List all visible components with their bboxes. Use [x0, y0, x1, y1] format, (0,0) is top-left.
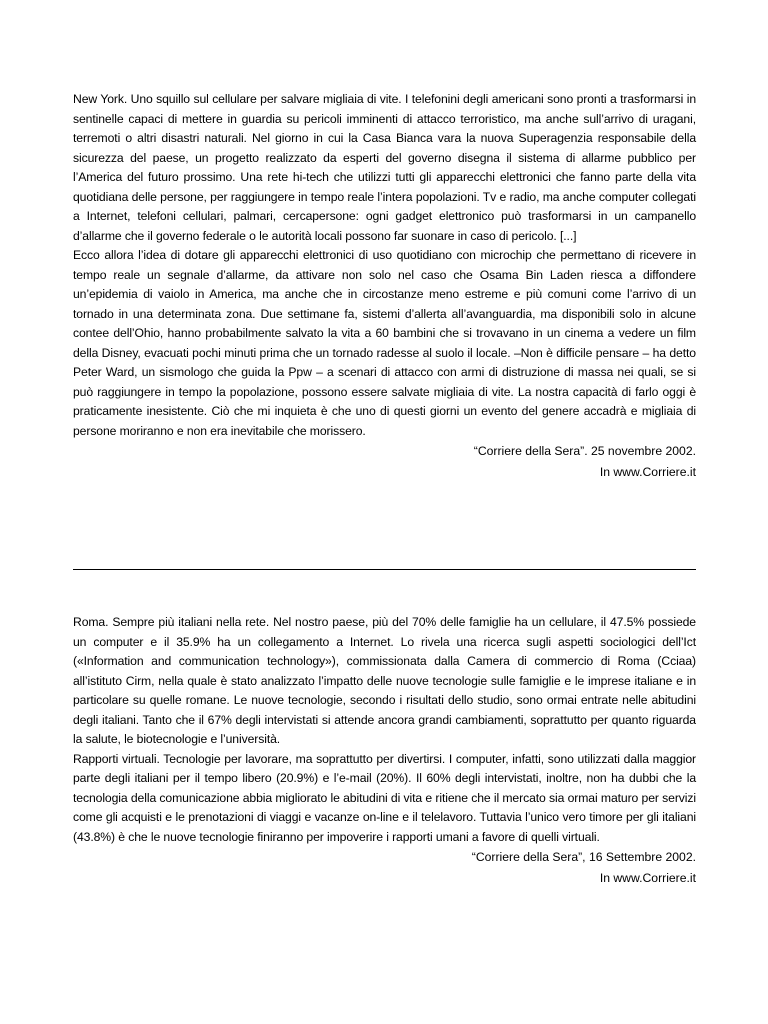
article-paragraph: New York. Uno squillo sul cellulare per salvare migliaia di vite. I telefonini degli americani sono pronti a trasformarsi in sentinelle capaci di mettere in guardia su pericoli imminenti di attacco terroristico, ma anche sull’arrivo di uragani, terremoti o altri disastri naturali. Nel giorno in cui la Casa Bianca vara la nuova Superagenzia responsabile della sicurezza del paese, un progetto realizzato da esperti del governo disegna il sistema di allarme pubblico per l’America del futuro prossimo. Una rete hi-tech che utilizzi tutti gli apparecchi elettronici che fanno parte della vita quotidiana delle persone, per raggiungere in tempo reale l’intera popolazioni. Tv e radio, ma anche computer collegati a Internet, telefoni cellulari, palmari, cercapersone: ogni gadget elettronico può trasformarsi in un campanello d’allarme che il governo federale o le autorità locali possono far suonare in caso di pericolo. [...]: [73, 92, 696, 243]
section-divider: [73, 569, 696, 570]
citation-source: “Corriere della Sera”, 16 Settembre 2002.: [471, 850, 696, 864]
citation-source: “Corriere della Sera”. 25 novembre 2002.: [473, 444, 696, 458]
article-new-york: [73, 90, 696, 483]
citation-web: In www.Corriere.it: [599, 871, 696, 885]
article-roma: [73, 613, 696, 889]
article-paragraph: Rapporti virtuali. Tecnologie per lavorare, ma soprattutto per divertirsi. I computer, infatti, sono utilizzati dalla maggior parte degli italiani per il tempo libero (20.9%) e l’e-mail (20%). Il 60% degli intervistati, inoltre, non ha dubbi che la tecnologia della comunicazione abbia migliorato le abitudini di vita e ritiene che il mercato sia ormai maturo per servizi come gli acquisti e le prenotazioni di viaggi e vacanze on-line e il telelavoro. Tuttavia l’unico vero timore per gli italiani (43.8%) è che le nuove tecnologie finiranno per impoverire i rapporti umani a favore di quelli virtuali.: [73, 751, 696, 844]
article-paragraph: Roma. Sempre più italiani nella rete. Nel nostro paese, più del 70% delle famiglie ha un cellulare, il 47.5% possiede un computer e il 35.9% ha un collegamento a Internet. Lo rivela una ricerca sugli aspetti sociologici dell’Ict («Information and communication technology»), commissionata dalla Camera di commercio di Roma (Cciaa) all’istituto Cirm, nella quale è stato analizzato l’impatto delle nuove tecnologie sulle famiglie e le imprese italiane e in particolare su quelle romane. Le nuove tecnologie, secondo i risultati dello studio, sono ormai entrate nelle abitudini degli italiani. Tanto che il 67% degli intervistati si attende ancora grandi cambiamenti, soprattutto per quanto riguarda la salute, le biotecnologie e l’università.: [73, 615, 696, 746]
article-paragraph: Ecco allora l’idea di dotare gli apparecchi elettronici di uso quotidiano con microchip che permettano di ricevere in tempo reale un segnale d’allarme, da attivare non solo nel caso che Osama Bin Laden riesca a diffondere un’epidemia di vaiolo in America, ma anche che in circostanze meno estreme e più comuni come l’arrivo di un tornado in una determinata zona. Due settimane fa, sistemi d’allerta all’avanguardia, ma disponibili solo in alcune contee dell’Ohio, hanno probabilmente salvato la vita a 60 bambini che si trovavano in un cinema a vedere un film della Disney, evacuati pochi minuti prima che un tornado radesse al suolo il locale. –Non è difficile pensare – ha detto Peter Ward, un sismologo che guida la Ppw – a scenari di attacco con armi di distruzione di massa nei quali, se si può raggiungere in tempo la popolazione, possono essere salvate migliaia di vite. La nostra capacità di farlo oggi è praticamente inesistente. Ciò che mi inquieta è che uno di questi giorni un evento del genere accadrà e migliaia di persone moriranno e non era inevitabile che morissero.: [73, 248, 696, 438]
citation-web: In www.Corriere.it: [599, 465, 696, 479]
